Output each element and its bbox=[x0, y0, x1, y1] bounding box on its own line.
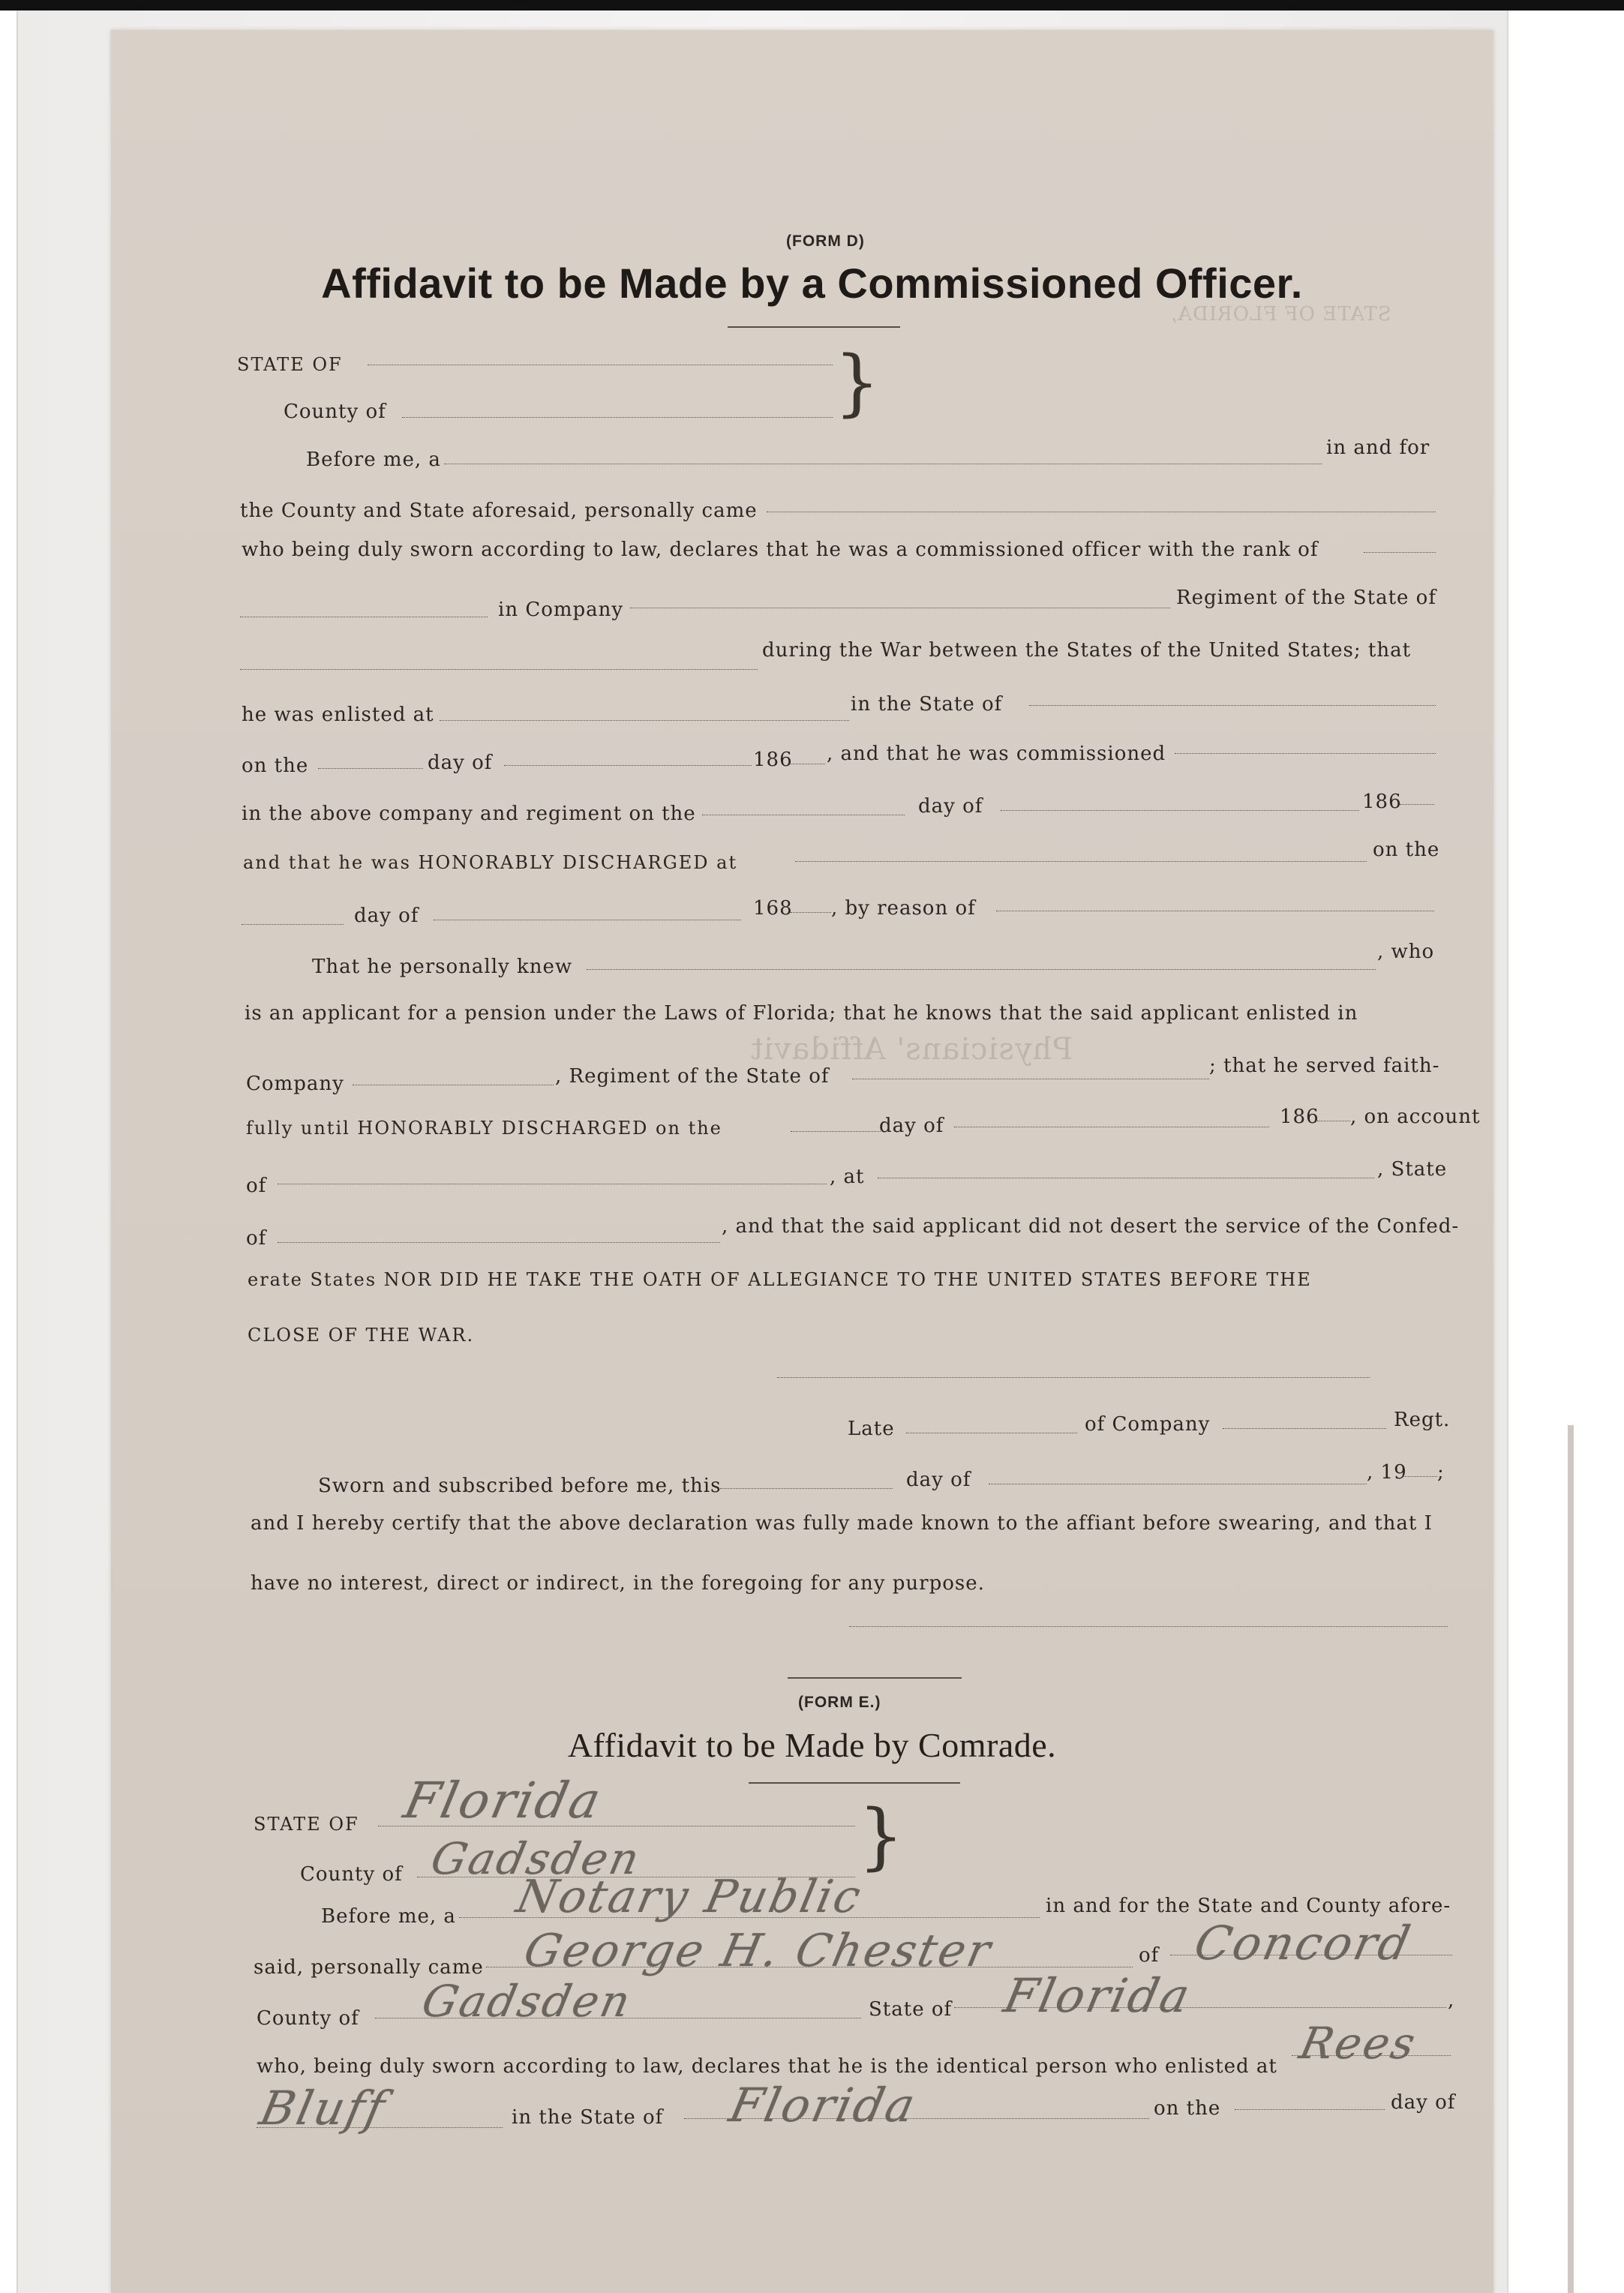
label-no-interest: have no interest, direct or indirect, in the foregoing for any purpose. bbox=[251, 1572, 985, 1595]
label-county-state-came: the County and State aforesaid, personally came bbox=[240, 500, 758, 522]
label-commissioned: , and that he was commissioned bbox=[827, 743, 1166, 765]
label-day-of-3: day of bbox=[354, 905, 419, 927]
label-on-account: , on account bbox=[1350, 1106, 1481, 1128]
commissioned-line[interactable] bbox=[1175, 753, 1436, 754]
label-e-state-of-2: State of bbox=[869, 1998, 953, 2021]
hw-name: George H. Chester bbox=[519, 1925, 998, 1977]
label-during-war: during the War between the States of the United States; that bbox=[762, 639, 1412, 662]
bracket: } bbox=[834, 341, 881, 425]
label-e-on-the: on the bbox=[1154, 2097, 1221, 2120]
label-enlisted-at: he was enlisted at bbox=[242, 704, 434, 726]
scanner-top-edge bbox=[0, 0, 1624, 11]
label-on-the: on the bbox=[242, 755, 309, 777]
label-honorably-at: and that he was HONORABLY DISCHARGED at bbox=[243, 852, 738, 873]
hw-state-2: Florida bbox=[999, 1968, 1197, 2023]
label-above-company: in the above company and regiment on the bbox=[242, 803, 696, 825]
rank-line[interactable] bbox=[1364, 552, 1436, 553]
sworn-day-line[interactable] bbox=[720, 1488, 893, 1489]
label-of-2: of bbox=[246, 1227, 267, 1250]
signature-line[interactable] bbox=[777, 1377, 1370, 1378]
label-year-186: 186 bbox=[753, 749, 793, 771]
label-of-1: of bbox=[246, 1175, 267, 1197]
bleed-through-2: Physicians' Affidavit bbox=[750, 1032, 1073, 1067]
label-e-of: of bbox=[1139, 1944, 1160, 1967]
state-line[interactable] bbox=[240, 669, 758, 670]
above-month-line[interactable] bbox=[1001, 810, 1359, 811]
label-day-of: day of bbox=[428, 752, 493, 774]
above-year-line[interactable] bbox=[1400, 804, 1434, 805]
label-fully-until: fully until HONORABLY DISCHARGED on the bbox=[246, 1118, 722, 1139]
label-state-of: STATE OF bbox=[237, 354, 343, 375]
label-year-186-c: 186 bbox=[1280, 1106, 1319, 1128]
e-day-line[interactable] bbox=[1235, 2109, 1385, 2110]
label-late: Late bbox=[848, 1418, 895, 1440]
label-day-of-5: day of bbox=[906, 1469, 971, 1491]
label-regiment-state-of: Regiment of the State of bbox=[1176, 587, 1436, 609]
hw-enlisted-at-1: Rees bbox=[1295, 2018, 1422, 2069]
label-day-of-2: day of bbox=[918, 795, 983, 818]
enlisted-at-line[interactable] bbox=[440, 720, 849, 721]
label-e-county-of-2: County of bbox=[257, 2007, 359, 2030]
label-sworn-subscribed: Sworn and subscribed before me, this bbox=[318, 1475, 722, 1497]
label-state: , State bbox=[1377, 1158, 1448, 1181]
label-regiment-state-of-2: , Regiment of the State of bbox=[555, 1065, 830, 1088]
form-e-label: (FORM E.) bbox=[798, 1694, 881, 1711]
knew-line[interactable] bbox=[587, 969, 1376, 970]
label-applicant-line: is an applicant for a pension under the Laws of Florida; that he knows that the said applicant enlisted in bbox=[245, 1002, 1358, 1025]
label-by-reason: , by reason of bbox=[831, 897, 976, 920]
label-day-of-4: day of bbox=[879, 1115, 944, 1137]
sworn-year-line[interactable] bbox=[1403, 1476, 1437, 1477]
form-d-title: Affidavit to be Made by a Commissioned Officer. bbox=[321, 260, 1303, 307]
county-of-line[interactable] bbox=[402, 417, 833, 418]
label-e-county-of: County of bbox=[300, 1863, 403, 1886]
label-sworn-declares: who being duly sworn according to law, declares that he was a commissioned officer with the rank of bbox=[242, 539, 1319, 561]
label-in-company: in Company bbox=[498, 599, 624, 621]
label-in-and-for: in and for bbox=[1326, 437, 1430, 459]
label-e-duly-sworn: who, being duly sworn according to law, declares that he is the identical person who enlisted at bbox=[257, 2055, 1277, 2078]
label-not-desert: , and that the said applicant did not desert the service of the Confed- bbox=[722, 1215, 1460, 1238]
label-close-of-war: CLOSE OF THE WAR. bbox=[248, 1325, 475, 1346]
label-e-said-came: said, personally came bbox=[254, 1956, 484, 1979]
label-year-168: 168 bbox=[753, 897, 793, 920]
hw-state-3: Florida bbox=[725, 2078, 923, 2132]
label-e-in-and-for: in and for the State and County afore- bbox=[1046, 1895, 1451, 1917]
day-line[interactable] bbox=[318, 768, 423, 769]
label-personally-knew: That he personally knew bbox=[312, 956, 573, 978]
label-certify: and I hereby certify that the above declaration was fully made known to the affiant before swearing, and that I bbox=[251, 1512, 1433, 1535]
label-e-in-state-of: in the State of bbox=[512, 2106, 664, 2129]
hw-state: Florida bbox=[398, 1772, 608, 1829]
label-year-186-b: 186 bbox=[1362, 791, 1402, 813]
label-on-the-2: on the bbox=[1373, 839, 1440, 861]
state-of-applicant-line[interactable] bbox=[278, 1242, 720, 1243]
label-year-19: , 19 bbox=[1367, 1461, 1407, 1484]
label-county-of: County of bbox=[284, 401, 386, 423]
discharged-at-line[interactable] bbox=[795, 861, 1367, 862]
discharge-year-line[interactable] bbox=[791, 912, 831, 913]
label-who: , who bbox=[1377, 941, 1435, 963]
hw-county-2: Gadsden bbox=[417, 1976, 637, 2027]
label-e-day-of: day of bbox=[1391, 2091, 1456, 2114]
paper-edge bbox=[1568, 1425, 1574, 2293]
label-of-company: of Company bbox=[1085, 1413, 1211, 1436]
label-before-me: Before me, a bbox=[306, 449, 441, 471]
form-e-title-rule bbox=[749, 1782, 960, 1784]
label-company: Company bbox=[246, 1073, 344, 1095]
discharge-day-line[interactable] bbox=[242, 924, 344, 925]
label-regt: Regt. bbox=[1394, 1409, 1451, 1431]
late-company-line[interactable] bbox=[1223, 1428, 1386, 1429]
label-served-faith: ; that he served faith- bbox=[1209, 1055, 1440, 1077]
label-e-before-me: Before me, a bbox=[321, 1905, 456, 1928]
label-e-state-of: STATE OF bbox=[254, 1814, 359, 1835]
title-rule bbox=[728, 326, 900, 328]
officer-signature-line[interactable] bbox=[849, 1626, 1448, 1627]
label-erate-states: erate States NOR DID HE TAKE THE OATH OF ALLEGIANCE TO THE UNITED STATES BEFORE THE bbox=[248, 1269, 1312, 1290]
hw-county: Gadsden bbox=[426, 1833, 646, 1884]
e-bracket: } bbox=[858, 1794, 905, 1878]
hw-officer: Notary Public bbox=[512, 1871, 868, 1923]
fully-day-line[interactable] bbox=[791, 1131, 881, 1132]
enlisted-state-line[interactable] bbox=[1029, 705, 1436, 706]
month-line[interactable] bbox=[504, 765, 752, 766]
form-e-top-rule bbox=[788, 1677, 962, 1679]
label-in-state-of: in the State of bbox=[851, 693, 1003, 716]
bleed-through-1: STATE OF FLORIDA, bbox=[1170, 303, 1391, 326]
hw-place: Concord bbox=[1190, 1916, 1417, 1970]
form-e-title: Affidavit to be Made by Comrade. bbox=[567, 1726, 1057, 1764]
form-d-label: (FORM D) bbox=[786, 233, 865, 250]
hw-enlisted-at-2: Bluff bbox=[255, 2081, 392, 2135]
label-at: , at bbox=[830, 1166, 865, 1188]
